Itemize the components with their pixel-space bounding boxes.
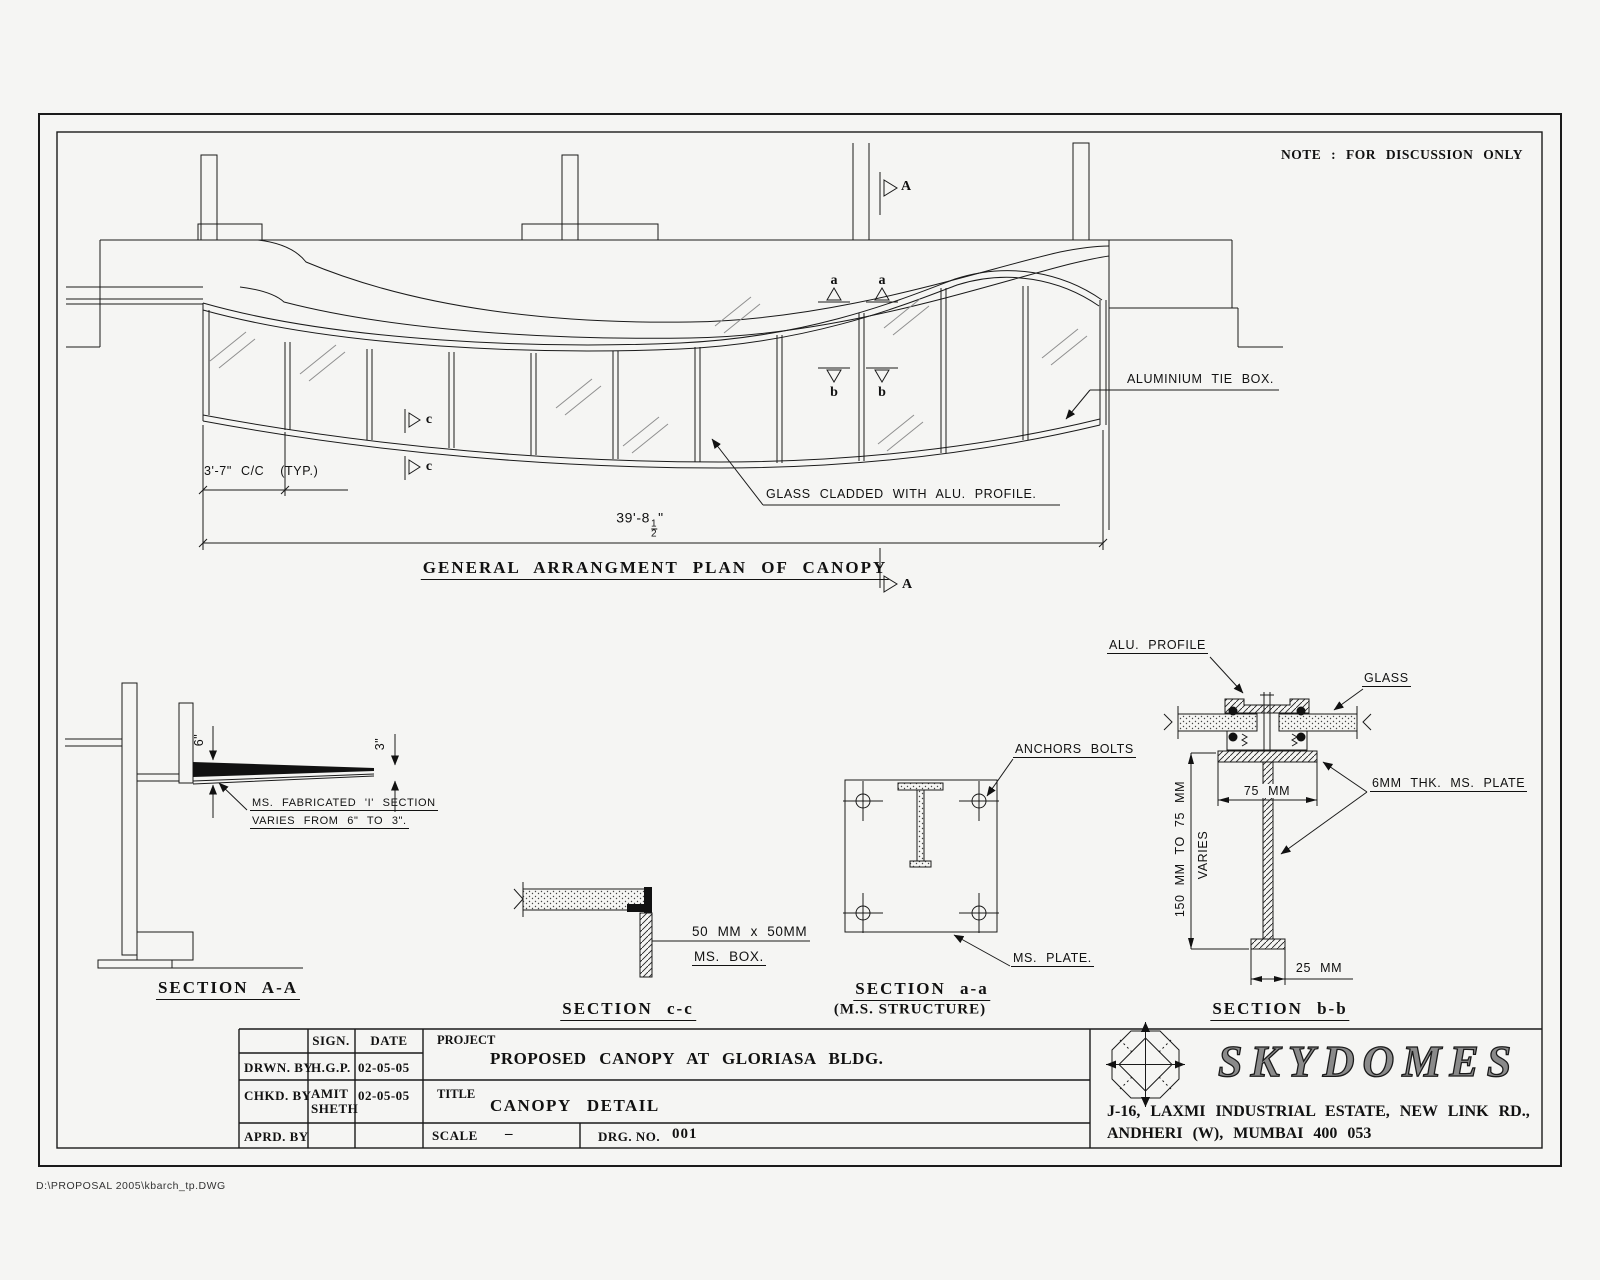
flange-25mm-dim: 25 MM xyxy=(1295,961,1343,975)
cut-marker-a1: a xyxy=(830,273,838,288)
titleblock-aprd-label: APRD. BY xyxy=(244,1129,309,1144)
cut-marker-A-top: A xyxy=(900,179,912,194)
drg-no-label: DRG. NO. xyxy=(598,1129,661,1144)
section-aa-plan-linework xyxy=(843,759,1013,966)
glass-label: GLASS xyxy=(1364,671,1409,685)
total-dimension xyxy=(616,510,663,539)
cut-marker-a2: a xyxy=(878,273,886,288)
bay-dimension-typ: (TYP.) xyxy=(280,464,319,478)
section-aa-root-dim: 6" xyxy=(192,733,206,747)
section-aa-title: SECTION A-A xyxy=(156,978,300,1000)
skydomes-logo xyxy=(1106,1022,1185,1107)
anchors-bolts-label: ANCHORS BOLTS xyxy=(1015,742,1134,756)
section-aa-note-line1: MS. FABRICATED 'I' SECTION xyxy=(252,797,436,809)
section-aa-note-line2: VARIES FROM 6" TO 3". xyxy=(252,815,407,827)
plan-title: GENERAL ARRANGMENT PLAN OF CANOPY xyxy=(421,558,889,580)
scale-value: – xyxy=(505,1126,513,1142)
glass-cladded-label: GLASS CLADDED WITH ALU. PROFILE. xyxy=(766,487,1037,501)
company-address-line1: J-16, LAXMI INDUSTRIAL ESTATE, NEW LINK RD., xyxy=(1107,1103,1530,1120)
bay-dimension-value: 3'-7" C/C xyxy=(204,464,265,478)
title-value: CANOPY DETAIL xyxy=(490,1096,660,1115)
plan-view-linework xyxy=(66,143,1283,592)
project-label: PROJECT xyxy=(437,1033,496,1047)
titleblock-drwn-sign: H.G.P. xyxy=(311,1060,351,1075)
scale-label: SCALE xyxy=(432,1128,478,1143)
cut-marker-b2: b xyxy=(878,385,886,400)
section-cc-label-line1: 50 MM x 50MM xyxy=(692,924,808,939)
titleblock-date-header: DATE xyxy=(370,1033,408,1048)
titleblock-chkd-date: 02-05-05 xyxy=(358,1088,410,1103)
company-name: SKYDOMES xyxy=(1218,1037,1520,1086)
project-value: PROPOSED CANOPY AT GLORIASA BLDG. xyxy=(490,1049,884,1068)
plate-6mm-label: 6MM THK. MS. PLATE xyxy=(1372,776,1526,790)
section-aa-plan-subtitle: (M.S. STRUCTURE) xyxy=(833,1001,987,1018)
bay-dimension xyxy=(204,464,318,478)
total-dimension-unit: " xyxy=(658,509,664,526)
file-path: D:\PROPOSAL 2005\kbarch_tp.DWG xyxy=(36,1180,226,1192)
cut-marker-c1: c xyxy=(425,412,433,427)
company-address-line2: ANDHERI (W), MUMBAI 400 053 xyxy=(1107,1125,1372,1142)
alu-profile-label: ALU. PROFILE xyxy=(1109,638,1206,652)
title-label: TITLE xyxy=(437,1087,476,1101)
titleblock-drwn-date: 02-05-05 xyxy=(358,1060,410,1075)
width-75mm-dim: 75 MM xyxy=(1241,784,1293,798)
drg-no-value: 001 xyxy=(672,1126,698,1142)
section-cc-title: SECTION c-c xyxy=(560,999,696,1021)
total-dimension-numerator: 1 xyxy=(650,518,658,530)
discussion-note: NOTE : FOR DISCUSSION ONLY xyxy=(1280,147,1524,162)
tie-box-label: ALUMINIUM TIE BOX. xyxy=(1127,372,1274,386)
total-dimension-denominator: 2 xyxy=(650,528,658,540)
titleblock-chkd-label: CHKD. BY xyxy=(244,1088,312,1103)
height-150mm-dim: 150 MM TO 75 MM xyxy=(1173,780,1187,918)
cut-marker-c2: c xyxy=(425,459,433,474)
cut-marker-A-bottom: A xyxy=(901,577,913,592)
total-dimension-main: 39'-8 xyxy=(616,509,650,526)
titleblock-sign-header: SIGN. xyxy=(312,1033,350,1048)
titleblock-drwn-label: DRWN. BY xyxy=(244,1060,314,1075)
titleblock-chkd-sign: AMIT SHETH xyxy=(311,1086,359,1116)
section-bb-title: SECTION b-b xyxy=(1210,999,1349,1021)
varies-dim: VARIES xyxy=(1196,830,1210,880)
cut-marker-b1: b xyxy=(830,385,838,400)
section-aa-tip-dim: 3" xyxy=(373,737,387,751)
section-aa-plan-title: SECTION a-a xyxy=(853,979,990,1001)
section-cc-label-line2: MS. BOX. xyxy=(694,949,764,964)
glass-reflection-marks xyxy=(210,297,1087,453)
section-bb-linework xyxy=(1164,657,1371,985)
ms-plate-label: MS. PLATE. xyxy=(1013,951,1092,965)
